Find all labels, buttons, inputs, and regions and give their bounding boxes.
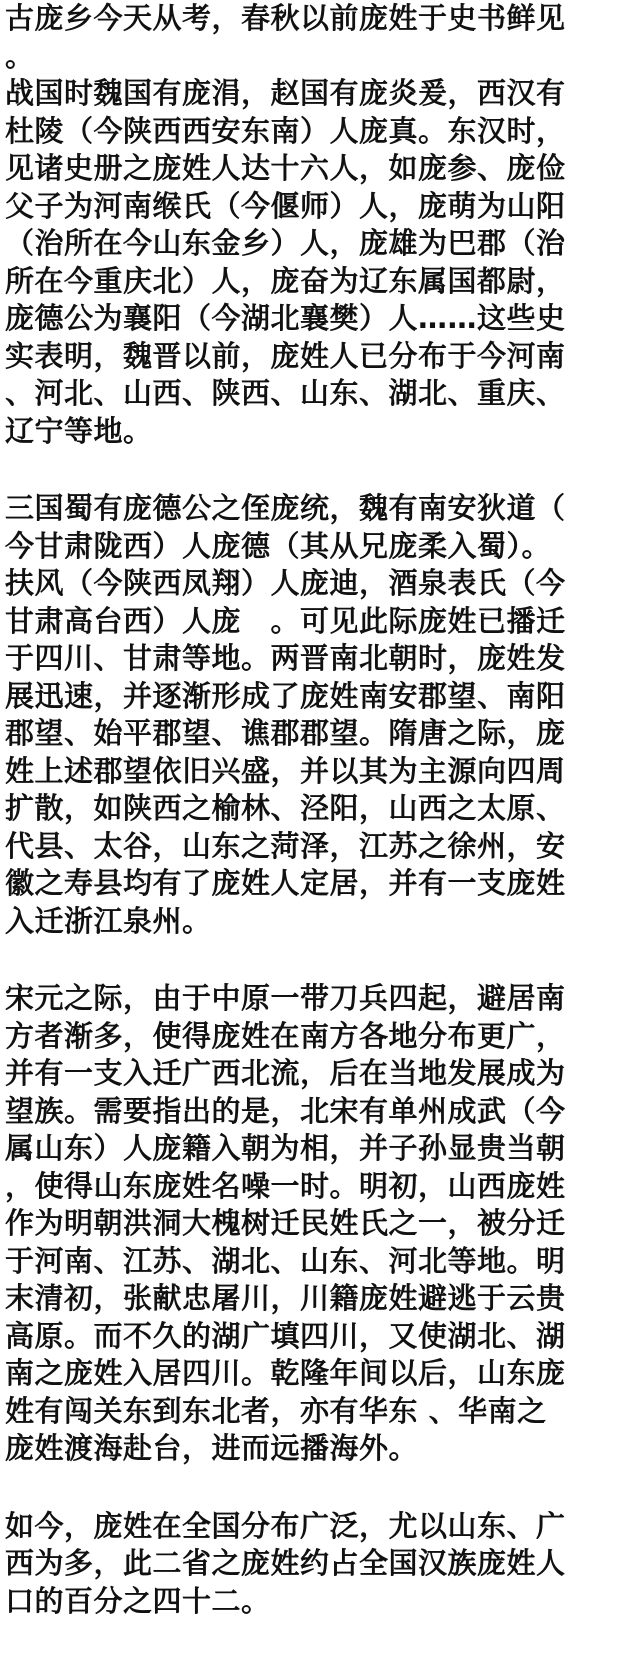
text-line: 三国蜀有庞德公之侄庞统，魏有南安狄道（ [5, 491, 566, 525]
text-line: 末清初，张献忠屠川，川籍庞姓避逃于云贵 [5, 1281, 566, 1315]
text-line: 实表明，魏晋以前，庞姓人已分布于今河南 [5, 338, 566, 373]
text-line: 南之庞姓入居四川。乾隆年间以后，山东庞 [5, 1356, 566, 1390]
text-line: 姓上述郡望依旧兴盛，并以其为主源向四周 [5, 753, 566, 788]
text-line: 并有一支入迁广西北流，后在当地发展成为 [5, 1056, 566, 1090]
text-line: 、河北、山西、陕西、山东、湖北、重庆、 [5, 376, 566, 410]
text-line: 战国时魏国有庞涓，赵国有庞炎爰，西汉有 [5, 76, 566, 110]
paragraph-gap [5, 940, 635, 980]
paragraph-present-day [5, 1508, 635, 1621]
paragraph-origin-pre-qin-han [5, 0, 635, 450]
text-line: （治所在今山东金乡）人，庞雄为巴郡（治 [5, 226, 566, 260]
article-body [5, 0, 635, 1620]
text-line: 西为多，此二省之庞姓约占全国汉族庞姓人 [5, 1546, 566, 1580]
text-line: 庞德公为襄阳（今湖北襄樊）人……这些史 [5, 301, 566, 335]
text-line: 所在今重庆北）人，庞奋为辽东属国都尉， [5, 263, 566, 298]
text-line: 口的百分之四十二。 [5, 1583, 271, 1618]
text-line: 父子为河南缑氏（今偃师）人，庞萌为山阳 [5, 188, 566, 223]
text-line: 入迁浙江泉州。 [5, 903, 212, 938]
paragraph-three-kingdoms-tang [5, 490, 635, 940]
text-line: 杜陵（今陕西西安东南）人庞真。东汉时， [5, 113, 566, 148]
text-line: 高原。而不久的湖广填四川，又使湖北、湖 [5, 1318, 566, 1353]
text-line: 代县、太谷，山东之菏泽，江苏之徐州，安 [5, 828, 566, 863]
text-line: 。 [5, 38, 35, 73]
text-line: 展迅速，并逐渐形成了庞姓南安郡望、南阳 [5, 678, 566, 713]
text-line: 古庞乡今天从考，春秋以前庞姓于史书鲜见 [5, 1, 566, 35]
text-line: 扶风（今陕西凤翔）人庞迪，酒泉表氏（今 [5, 566, 566, 600]
text-line: 于四川、甘肃等地。两晋南北朝时，庞姓发 [5, 641, 566, 675]
paragraph-song-qing [5, 980, 635, 1468]
text-line: 辽宁等地。 [5, 413, 153, 448]
paragraph-gap [5, 450, 635, 490]
text-line: 庞姓渡海赴台，进而远播海外。 [5, 1431, 419, 1465]
text-line: 方者渐多，使得庞姓在南方各地分布更广， [5, 1018, 566, 1053]
text-line: 扩散，如陕西之榆林、泾阳，山西之太原、 [5, 791, 566, 825]
text-line: 望族。需要指出的是，北宋有单州成武（今 [5, 1093, 566, 1128]
paragraph-gap [5, 1468, 635, 1508]
text-line: 宋元之际，由于中原一带刀兵四起，避居南 [5, 981, 566, 1015]
text-line: 郡望、始平郡望、谯郡郡望。隋唐之际，庞 [5, 716, 566, 750]
text-line: 属山东）人庞籍入朝为相，并子孙显贵当朝 [5, 1131, 566, 1165]
text-line: 甘肃高台西）人庞 。可见此际庞姓已播迁 [5, 603, 566, 638]
text-line: 徽之寿县均有了庞姓人定居，并有一支庞姓 [5, 866, 566, 900]
text-line: 今甘肃陇西）人庞德（其从兄庞柔入蜀）。 [5, 528, 552, 563]
text-line: 于河南、江苏、湖北、山东、河北等地。明 [5, 1243, 566, 1278]
text-line: 姓有闯关东到东北者，亦有华东 、华南之 [5, 1393, 547, 1428]
text-line: 作为明朝洪洞大槐树迁民姓氏之一，被分迁 [5, 1206, 566, 1240]
text-line: ，使得山东庞姓名噪一时。明初，山西庞姓 [5, 1168, 566, 1203]
text-line: 如今，庞姓在全国分布广泛，尤以山东、广 [5, 1508, 566, 1543]
text-line: 见诸史册之庞姓人达十六人，如庞参、庞俭 [5, 151, 566, 185]
